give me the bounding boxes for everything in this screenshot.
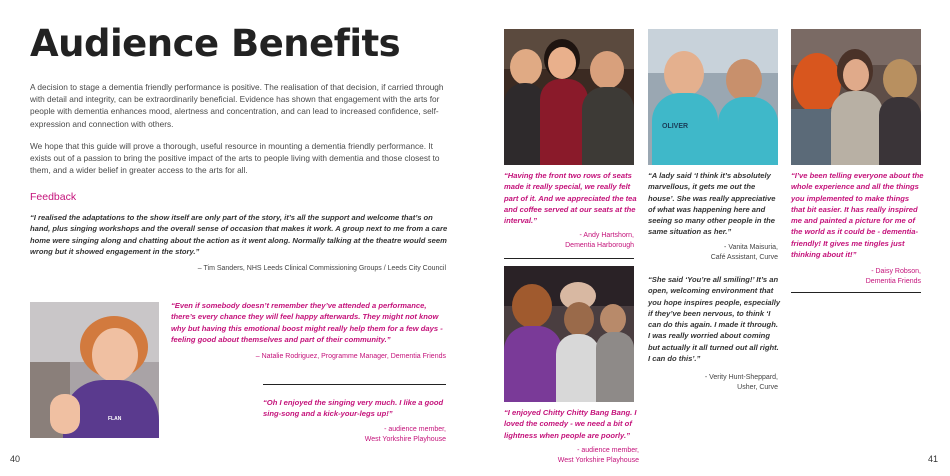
attribution-line-2: Café Assistant, Curve bbox=[710, 254, 778, 261]
photo-cafe-staff bbox=[648, 29, 778, 165]
attribution-line-1: - Verity Hunt-Sheppard, bbox=[704, 374, 778, 381]
photo-shirt-text: FLAN bbox=[108, 416, 122, 422]
quote-daisy-robson: “I’ve been telling everyone about the whole experience and all the things you implemented to make things that bit easier. It has really inspired me and painted a picture for me of the world as it could be - dementia-friendly! It gives me tingles just thinking about it!” bbox=[791, 171, 924, 260]
divider-rule bbox=[504, 258, 634, 259]
attribution-audience-member-2 bbox=[504, 446, 639, 466]
page-number-right: 41 bbox=[928, 454, 939, 464]
quote-verity-hunt-sheppard: “She said ‘You’re all smiling!’ It’s an open, welcoming environment that you hope inspires people, especially if they’ve been nervous, to think ‘I can do this again. I made it through. I was really worried about coming but actually it all turned out all right. I can do this’.” bbox=[648, 275, 781, 364]
attribution-verity-hunt-sheppard bbox=[648, 373, 778, 393]
attribution-audience-member-1 bbox=[263, 425, 446, 445]
attribution-line-1: - Daisy Robson, bbox=[871, 268, 921, 275]
attribution-vanita-maisuria bbox=[648, 243, 778, 263]
attribution-tim-sanders: – Tim Sanders, NHS Leeds Clinical Commissioning Groups / Leeds City Council bbox=[197, 265, 446, 272]
photo-audience-women bbox=[791, 29, 921, 165]
divider-rule bbox=[263, 384, 446, 385]
photo-audience-group bbox=[504, 29, 634, 165]
attribution-line-2: Dementia Harborough bbox=[565, 242, 634, 249]
page-number-left: 40 bbox=[10, 454, 21, 464]
quote-natalie-rodriguez: “Even if somebody doesn’t remember they’ve attended a performance, there’s every chance they will feel happy afterwards. They might not know why but having this emotional boost might really help them for a few days - feeling good about themselves and part of their community.” bbox=[171, 301, 443, 344]
intro-paragraph-1: A decision to stage a dementia friendly performance is positive. The realisation of that decision, if carried through with detail and integrity, can be extraordinarily beneficial. Evidence has shown that engagement with the arts for people with dementia enhances mood, alertness and concentration, and can lead to increased confidence, self-expression and connection with others. bbox=[30, 82, 444, 129]
quote-audience-member-singing: “Oh I enjoyed the singing very much. I like a good sing-song and a kick-your-legs up!” bbox=[263, 398, 444, 419]
quote-vanita-maisuria: “A lady said ‘I think it’s absolutely marvellous, it gets me out the house’. She was really appreciative of what was happening here and seeing so many other people in the same situation as her.” bbox=[648, 171, 776, 237]
attribution-line-1: - Andy Hartshorn, bbox=[579, 232, 634, 239]
attribution-line-2: Usher, Curve bbox=[737, 384, 778, 391]
attribution-line-2: West Yorkshire Playhouse bbox=[364, 436, 446, 443]
divider-rule bbox=[791, 292, 921, 293]
page-title: Audience Benefits bbox=[30, 22, 401, 65]
attribution-line-1: - audience member, bbox=[577, 447, 639, 454]
attribution-natalie-rodriguez: – Natalie Rodriguez, Programme Manager, Dementia Friends bbox=[255, 353, 446, 360]
feedback-heading: Feedback bbox=[30, 191, 77, 203]
shirt-text: OLIVER bbox=[662, 123, 689, 130]
attribution-line-1: - Vanita Maisuria, bbox=[724, 244, 778, 251]
attribution-line-1: - audience member, bbox=[384, 426, 446, 433]
quote-audience-member-chitty: “I enjoyed Chitty Chitty Bang Bang. I loved the comedy - we need a bit of lightness when people are poorly.” bbox=[504, 408, 637, 440]
attribution-andy-hartshorn bbox=[504, 231, 634, 251]
attribution-line-2: Dementia Friends bbox=[865, 278, 921, 285]
attribution-daisy-robson bbox=[791, 267, 921, 287]
quote-tim-sanders: “I realised the adaptations to the show itself are only part of the story, it’s all the support and welcome that’s on hand, plus singing workshops and the overall sense of occasion that makes it work. A group next to me from a care home were singing along and chatting about the action as it went along. Normally talking at the theatre would seem wrong but it showed engagement in the story.” bbox=[30, 213, 448, 256]
attribution-line-2: West Yorkshire Playhouse bbox=[557, 457, 639, 464]
photo-seated-audience bbox=[504, 266, 634, 402]
intro-paragraph-2: We hope that this guide will prove a thorough, useful resource in mounting a dementia friendly performance. It exists out of a passion to bring the positive impact of the arts to people living with dementia and those closest to them, and a wider belief in greater access to the arts for all. bbox=[30, 141, 440, 176]
photo-dementia-friends-volunteer bbox=[30, 302, 159, 438]
quote-andy-hartshorn: “Having the front two rows of seats made it really special, we really felt part of it. And we appreciated the tea and coffee served at our seats at the interval.” bbox=[504, 171, 637, 226]
